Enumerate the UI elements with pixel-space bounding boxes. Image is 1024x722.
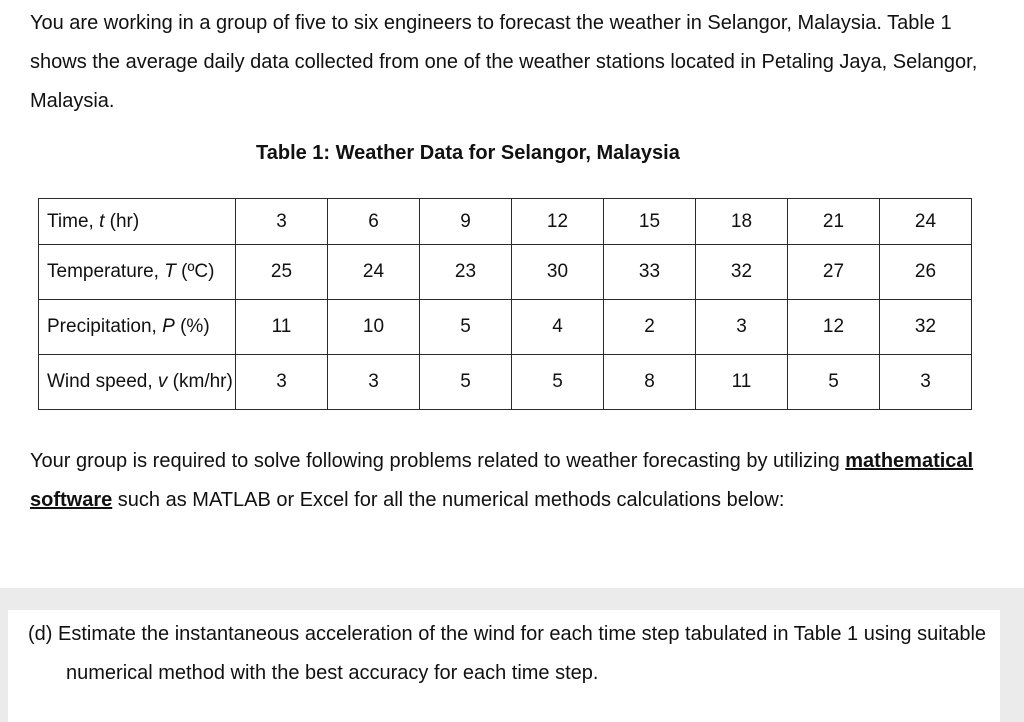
table-row-time: [39, 199, 972, 245]
table-cell: 11: [236, 300, 328, 355]
question-text: Estimate the instantaneous acceleration of the wind for each time step tabulated in Table 1 using suitable numerical method with the best accuracy for each time step.: [58, 623, 987, 684]
table-cell: 9: [420, 199, 512, 245]
weather-data-table: [38, 198, 972, 410]
table-cell: 2: [604, 300, 696, 355]
table-cell: 25: [236, 245, 328, 300]
table-cell: 3: [236, 199, 328, 245]
table-cell: 12: [512, 199, 604, 245]
table-caption: Table 1: Weather Data for Selangor, Malaysia: [256, 142, 680, 164]
table-row-temperature: [39, 245, 972, 300]
table-cell: 5: [420, 300, 512, 355]
table-cell: 3: [236, 355, 328, 410]
table-cell: 3: [880, 355, 972, 410]
intro-paragraph: You are working in a group of five to six engineers to forecast the weather in Selangor, Malaysia. Table 1 shows the average daily data collected from one of the weather stations located in Petaling Jaya, Selangor, Malaysia.: [30, 12, 978, 112]
table-cell: 33: [604, 245, 696, 300]
table-cell: 15: [604, 199, 696, 245]
question-d: [28, 615, 1016, 693]
table-cell: 26: [880, 245, 972, 300]
emphasis-mathematical-software: mathematical software: [30, 450, 974, 511]
table-cell: 27: [788, 245, 880, 300]
row-label-precipitation: Precipitation, P (%): [39, 300, 236, 355]
task-paragraph: Your group is required to solve following problems related to weather forecasting by utilizing mathematical software such as MATLAB or Excel for all the numerical methods calculations below:: [30, 450, 974, 511]
table-row-wind-speed: [39, 355, 972, 410]
question-card: [8, 610, 1000, 722]
table-cell: 5: [420, 355, 512, 410]
table-cell: 24: [880, 199, 972, 245]
question-label: (d): [28, 623, 53, 645]
table-cell: 12: [788, 300, 880, 355]
row-label-wind-speed: Wind speed, v (km/hr): [39, 355, 236, 410]
table-cell: 32: [880, 300, 972, 355]
table-cell: 5: [788, 355, 880, 410]
table-cell: 10: [328, 300, 420, 355]
table-cell: 3: [328, 355, 420, 410]
table-cell: 23: [420, 245, 512, 300]
table-cell: 6: [328, 199, 420, 245]
question-panel: [0, 588, 1024, 722]
table-cell: 3: [696, 300, 788, 355]
table-cell: 4: [512, 300, 604, 355]
table-cell: 32: [696, 245, 788, 300]
table-cell: 8: [604, 355, 696, 410]
table-cell: 11: [696, 355, 788, 410]
table-row-precipitation: [39, 300, 972, 355]
table-cell: 30: [512, 245, 604, 300]
table-cell: 5: [512, 355, 604, 410]
table-cell: 24: [328, 245, 420, 300]
table-cell: 18: [696, 199, 788, 245]
row-label-time: Time, t (hr): [39, 199, 236, 245]
row-label-temperature: Temperature, T (ºC): [39, 245, 236, 300]
table-cell: 21: [788, 199, 880, 245]
